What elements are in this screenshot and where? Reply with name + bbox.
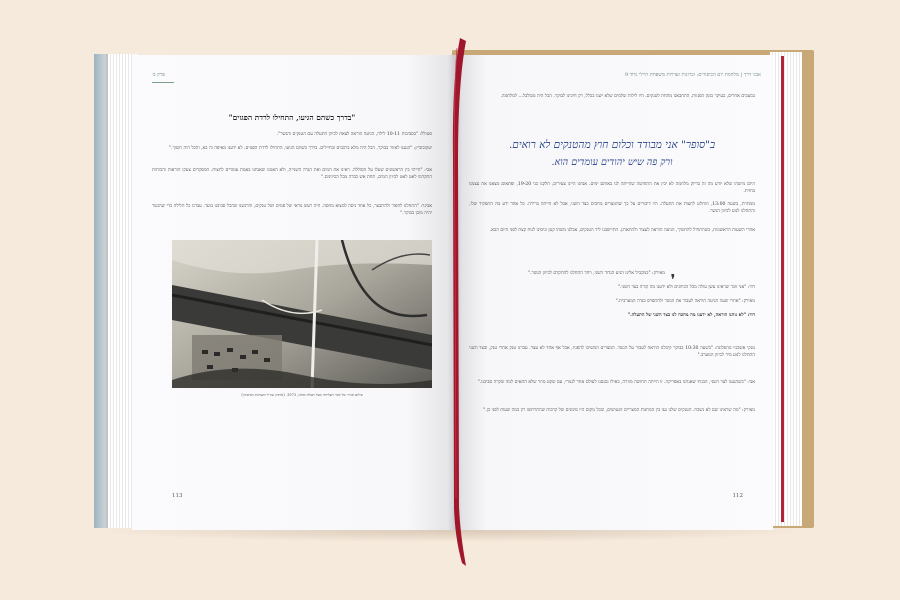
left-running-head-rule: [152, 82, 174, 83]
left-paragraph-4: אבינר: "התחלנו לחפור ולהתבצר, כל אחד ניסה למצוא מחסה. היה רעש נוראי של פגזים ושל טנקים, והרגשנו שהכל סביבנו בוער. עבדנו כל הלילה כדי שהגשר יהיה מוכן בבוקר.": [152, 204, 432, 217]
aerial-photo: [172, 240, 432, 388]
right-paragraph-middle-2: ממחרת, בשעה 13:00, הוחלט לחצות את התעלה. היו דיבורים על כך שהמצרים מחכים בצד השני, אבל לא הייתה ברירה. כל אחד ידע מה התפקיד שלו, והתחלנו לנוע לכיוון הגשר.: [469, 202, 755, 215]
right-paragraph-top: במצבים אחרים, בעיקר בזמן הפגזות, התחבאנו מתחת לטנקים. היו לילות שלמים שלא ישנו בכלל, רק חיכינו לבוקר. הכל היה מבולבל... למלחמה.: [500, 94, 755, 99]
right-paragraph-middle-1: היום מישהו שלא יודע מה זה בדיוק מלחמה לא יבין את התחושה שהייתה לנו באותם ימים. אנחנו היינו צעירים, חלקנו בני 19-20, ופתאום מצאנו את עצמנו בחזית.: [469, 182, 756, 195]
right-paragraph-bottom-1: טנקי אשכנזי מהפלוגה: "בשעה 10:30 בבוקר קיבלנו הוראה לעבור על הגשר. המצרים המשיכו להפגיז, אבל אף אחד לא עצר. עברנו טנק אחרי טנק, ובצד השני התחלנו לנוע מיד לכיוון המערב.": [469, 346, 755, 359]
right-paragraph-middle-3: אחרי השעות הראשונות, כשהתחיל להחשיך, הגיעה הוראה לעצור ולהתארגן. התיישבנו ליד הטנקים, אכלנו משהו קטן וניסינו לנוח קצת לפני היום הבא.: [489, 228, 755, 233]
red-page-edge: [781, 56, 784, 522]
left-paragraph-3: אבי: "הייתי בין הראשונים שעלו על הסוללה. ראינו את המים ואת הגדה השנייה, ולא האמנו שאנחנו באמת עומדים לחצות. המפקדים צעקו הוראות והכוחות התקדמו לאט לאט לכיוון המים, תחת אש כבדה מכל הכיוונים.": [152, 168, 432, 181]
left-paragraph-2: יעקובוביץ: "הגענו לאזור בבוקר, הכל היה מלא ברכבים ובחיילים. בדרך כשהם הגיעו, התחילו לרדת הפגזים. לא ידענו מאיפה זה בא, והכל היה חשוך.": [169, 146, 432, 151]
right-running-head: אבני דרך | מלחמת יום הכיפורים: זכרונות ועדויות משפחת חיילי גדוד 9: [624, 72, 761, 78]
handwritten-quote-line-2: ורק פה שיש יהודים עומדים הוא.: [551, 157, 673, 168]
dialogue-line-1: מאירק: "במקביל אלינו הגיע הגדוד השני, ויחד התחלנו להתקדם לכיוון הגשר.": [528, 271, 665, 276]
chapter-title: "בדרך כשהם הגיעו, התחילו לרדת הפגזים": [228, 113, 356, 122]
left-running-head: פרק ב׳: [152, 72, 165, 78]
right-page: [455, 55, 773, 530]
left-paragraph-1: סטולל: "בסביבות 10-11 לילה, הגיעה הוראה לצאת לכיוון התעלה עם הטנקים והגשר".: [276, 132, 432, 137]
right-paragraph-bottom-3: מאירק: "מה שראינו שם לא נשכח. הטנקים שלנו נעו בין המחנות המצריים הנטושים, ובכל מקום היו סימנים של קרבות שהתרחשו רק כמה שעות לפני כן.": [483, 408, 755, 413]
quote-mark-icon: ❜: [671, 272, 675, 286]
dialogue-line-2: דוד: "אני זוכר שראינו עשן עולה מכל הכיוונים ולא ידענו מה קורה בצד השני.": [617, 285, 755, 290]
dialogue-line-3: מאירק: "אחרי שעה הגיעה הוראה לעבור את הגשר ולהתפרס בגדה המערבית.": [615, 299, 755, 304]
handwritten-quote-line-1: ב"סופר" אני מבודד וכלום חוץ מהטנקים לא רואים.: [508, 139, 716, 151]
dialogue-line-4: דוד: "לא נותנו הוראה, לא ידענו מה מחכה לנו בצד השני של התעלה.": [627, 313, 755, 318]
photo-caption: צילום אוויר של אזור הצליחה מעל תעלת סואץ, 1973. (ארכיון צה״ל ומערכת הביטחון): [241, 393, 363, 397]
left-page-number: 113: [172, 493, 183, 499]
right-page-number: 112: [732, 493, 743, 499]
left-page: [132, 55, 455, 530]
bookmark-ribbon: [440, 38, 470, 578]
right-page-stack: [770, 52, 802, 526]
aerial-photo-image: [172, 240, 432, 388]
right-paragraph-bottom-2: אבי: "כשהגענו לצד השני, הבנתי שאנחנו באפריקה. זו הייתה תחושה מוזרה, כאילו נכנסנו לעולם אחר לגמרי, עם שקט מוזר שלא התאים למה שקרה סביבנו.": [477, 380, 755, 385]
